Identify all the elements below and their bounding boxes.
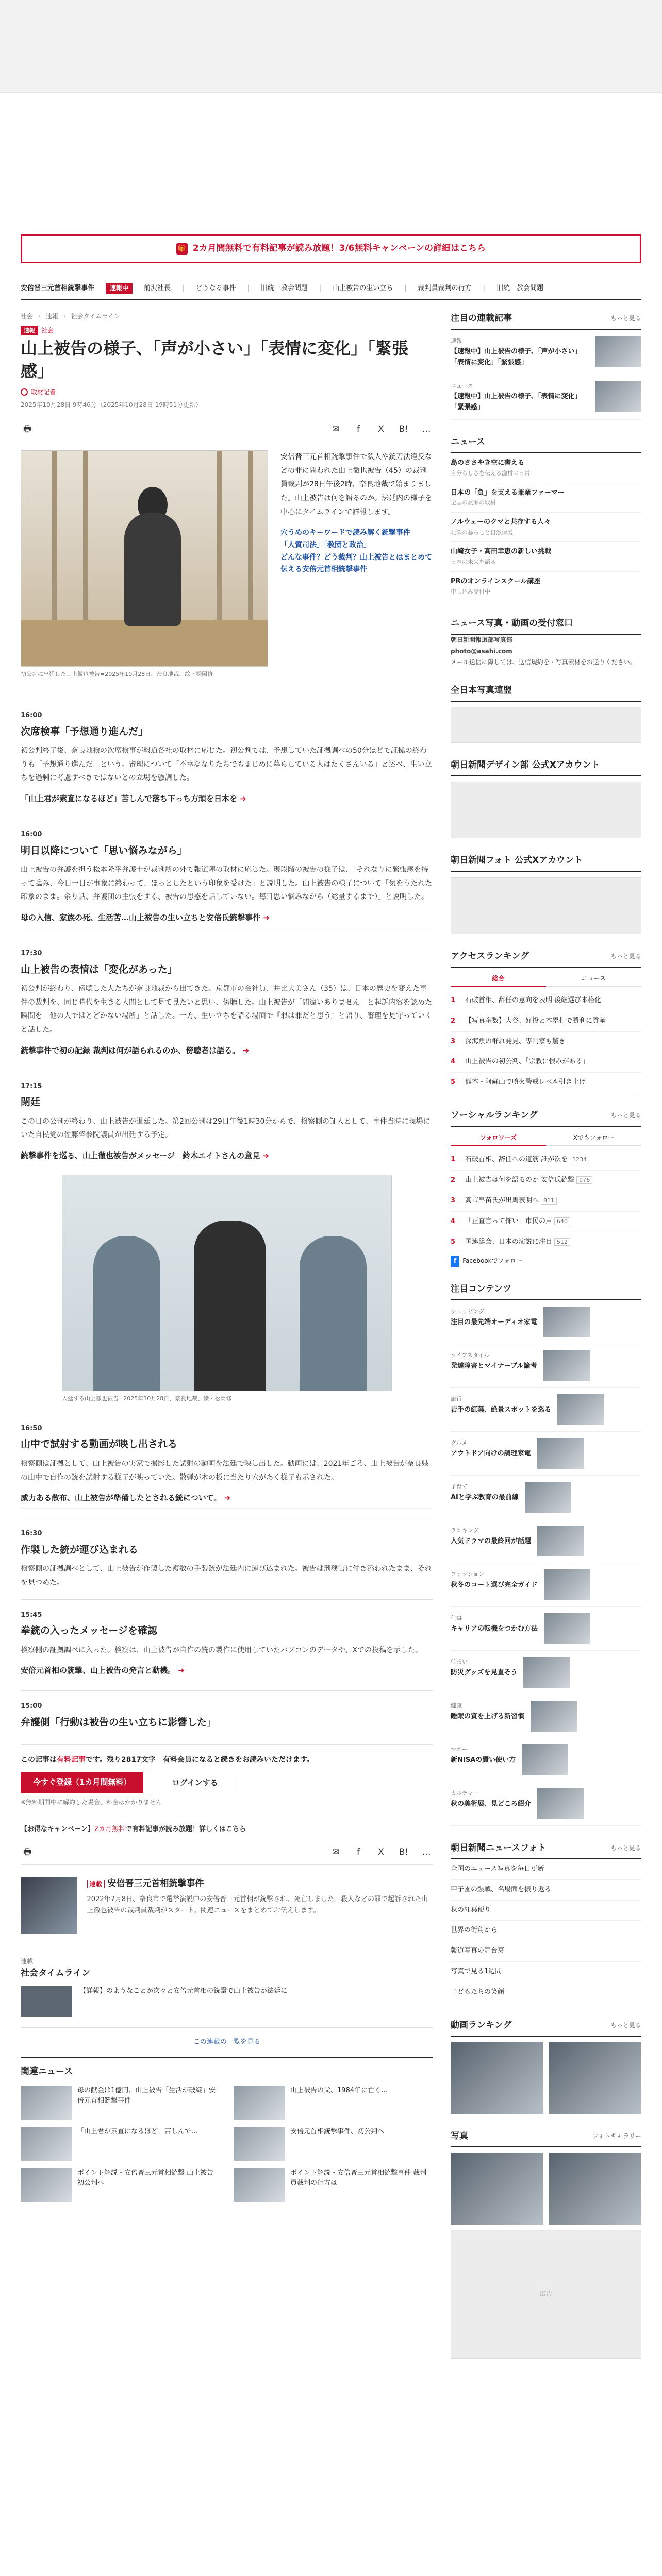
- x-icon[interactable]: X: [378, 1846, 384, 1857]
- byline[interactable]: 取材記者: [21, 387, 433, 397]
- related-item[interactable]: 安倍元首相銃撃事件、初公判へ: [234, 2127, 433, 2161]
- photo-news-item[interactable]: 報道写真の舞台裏: [451, 1941, 641, 1962]
- courtroom-sketch-image[interactable]: [21, 450, 268, 667]
- ranking-item[interactable]: 5 国連総会、日本の演説に注目 512: [451, 1232, 641, 1253]
- related-item[interactable]: 母の献金は1億円、山上被告「生活が破綻」安倍元首相銃撃事件: [21, 2086, 220, 2120]
- topic-nav: 安倍晋三元首相銃撃事件 速報中 前沢社長 | どうなる事件 | 旧統一教会問題 | 山上被告の生い立ち | 裁判員裁判の行方 | 旧統一教会問題: [21, 278, 641, 300]
- defendant-sketch-image[interactable]: [62, 1175, 392, 1391]
- sidebar-article[interactable]: ニュース 【速報中】山上被告の様子、「表情に変化」「緊張感」: [451, 375, 641, 420]
- mail-icon[interactable]: ✉: [332, 1846, 340, 1857]
- timeline-entry: [21, 1413, 433, 1518]
- nav-live-tag: 速報中: [106, 283, 133, 294]
- section-header[interactable]: 朝日新聞デザイン部 公式Xアカウント: [451, 758, 641, 776]
- content-item[interactable]: 住まい 防災グッズを見直そう: [451, 1651, 641, 1694]
- more-link[interactable]: もっと見る: [610, 1844, 641, 1852]
- more-link[interactable]: もっと見る: [610, 2021, 641, 2029]
- article-title: 山上被告の様子、「声が小さい」「表情に変化」「緊張感」: [21, 338, 409, 381]
- sidebar-news-item[interactable]: PRのオンラインスクール講座 申し込み受付中: [451, 572, 641, 601]
- nav-item[interactable]: 前沢社長: [144, 284, 171, 292]
- more-icon[interactable]: …: [422, 423, 431, 434]
- content-item[interactable]: 仕事 キャリアの転機をつかむ方法: [451, 1607, 641, 1651]
- nav-head[interactable]: 安倍晋三元首相銃撃事件: [21, 284, 95, 292]
- content-item[interactable]: ファッション 秋冬のコート選び完全ガイド: [451, 1563, 641, 1607]
- section-header: 注目コンテンツ: [451, 1282, 641, 1300]
- nav-item[interactable]: 山上被告の生い立ち: [333, 284, 393, 292]
- article-tools: [21, 422, 433, 441]
- timeline-item[interactable]: 【詳報】のようなことが次々と安倍元首相の銃撃で山上被告が法廷に: [21, 1986, 433, 2017]
- tab-x[interactable]: Xでもフォロー: [546, 1131, 641, 1146]
- kind-label[interactable]: 社会: [41, 327, 54, 334]
- content-item[interactable]: マネー 新NISAの賢い使い方: [451, 1738, 641, 1782]
- section-header[interactable]: 全日本写真連盟: [451, 684, 641, 702]
- more-icon[interactable]: …: [422, 1846, 431, 1857]
- related-item[interactable]: 「山上君が素直になるほど」苦しんで…: [21, 2127, 220, 2161]
- entry-link[interactable]: 銃撃事件を巡る、山上徹也被告がメッセージ 鈴木エイトさんの意見 ➜: [21, 1149, 433, 1166]
- entry-time: 16:50: [21, 1424, 42, 1432]
- timeline-entry: [21, 938, 433, 1071]
- entry-title: 明日以降について「思い悩みながら」: [21, 844, 187, 856]
- print-icon[interactable]: 🖶: [23, 1846, 32, 1857]
- lead-link[interactable]: どんな事件？どう裁判？山上被告とはまとめて伝える安倍元首相銃撃事件: [280, 553, 432, 574]
- social-tabs: [451, 1131, 641, 1146]
- tab-followers[interactable]: フォロワーズ: [451, 1131, 546, 1146]
- entry-title: 山上被告の表情は「変化があった」: [21, 963, 177, 975]
- person-icon: [21, 388, 28, 396]
- promo-image[interactable]: [451, 877, 641, 934]
- entry-title: 閉廷: [21, 1096, 41, 1108]
- article-tools-bottom: [21, 1845, 433, 1864]
- image-caption: 入廷する山上徹也被告=2025年10月28日、奈良地裁、絵・松岡修: [62, 1395, 232, 1402]
- promo-link[interactable]: 【お得なキャンペーン】2カ月無料で有料記事が読み放題！詳しくはこちら: [21, 1817, 433, 1842]
- entry-time: 16:00: [21, 711, 42, 719]
- section-header: 動画ランキング もっと見る: [451, 2019, 641, 2037]
- more-link[interactable]: フォトギャラリー: [592, 2132, 641, 2140]
- content-item[interactable]: 子育て AIと学ぶ教育の最前線: [451, 1476, 641, 1519]
- entry-time: 16:00: [21, 830, 42, 838]
- entry-body: 山上被告の弁護を担う松本隆平弁護士が裁判所の外で報道陣の取材に応じた。現段階の被告の様子は、「それなりに緊張感を持って臨み、今日一日が事象に終わって、ほっとしたという印象を受けた」と説明した。山上被告の様子について「気をうたれた印象のまま。余り話、弁護団の主張をする、被告の思惑を話していない。毎日思い悩みながら（総量するまで）」と説明した。: [21, 866, 433, 902]
- sidebar-news-item[interactable]: 日本の「負」を支える兼業ファーマー 全国の農家の取材: [451, 483, 641, 513]
- crumb-link[interactable]: 社会タイムライン: [71, 313, 121, 320]
- ranking-item[interactable]: 1 石破首相、辞任の意向を表明 後継選び本格化: [451, 991, 641, 1011]
- content-item[interactable]: 旅行 岩手の紅葉、絶景スポットを巡る: [451, 1388, 641, 1432]
- video-carousel[interactable]: [451, 2042, 641, 2114]
- photo-news-item[interactable]: 写真で見る1週間: [451, 1962, 641, 1982]
- photo-contact: 朝日新聞報道部写真部 photo@asahi.com メール送信に際しては、送信規約を・写真素材をお送りください。: [451, 636, 636, 666]
- nav-item[interactable]: 旧統一教会問題: [260, 284, 308, 292]
- series-body: 2022年7月8日、奈良市で選挙演説中の安倍晋三元首相が銃撃され、死亡しました。殺人などの罪で起訴された山上徹也被告の裁判員裁判がスタート。関連ニュースをまとめてお伝えします。: [87, 1895, 428, 1915]
- photo-news-item[interactable]: 子どもたちの笑顔: [451, 1982, 641, 2003]
- content-item[interactable]: 健康 睡眠の質を上げる新習慣: [451, 1694, 641, 1738]
- entry-title: 山中で試射する動画が映し出される: [21, 1438, 178, 1450]
- entry-time: 17:30: [21, 949, 42, 957]
- entry-body: この日の公判が終わり、山上被告が退廷した。第2回公判は29日午後1時30分からで、検察側の証人として、事件当時に現場にいた自民党の佐藤啓参院議員が出廷する予定。: [21, 1117, 431, 1140]
- ranking-item[interactable]: 5 熊本・阿蘇山で噴火警戒レベル引き上げ: [451, 1073, 641, 1093]
- entry-body: 検察側の証拠調べとして、山上被告が作製した複数の手製銃が法廷内に運び込まれた。被告は刑務官に付き添われたまま、それを見つめた。: [21, 1565, 432, 1587]
- more-link[interactable]: もっと見る: [610, 952, 641, 960]
- timeline-entry: [21, 1071, 433, 1413]
- ranking-item[interactable]: 2 山上被告は何を語るのか 安倍氏銃撃 976: [451, 1171, 641, 1191]
- series-list-link[interactable]: この連載の一覧を見る: [21, 2027, 433, 2057]
- entry-link[interactable]: 銃撃事件で初の記録 裁判は何が語られるのか、傍聴者は語る。 ➜: [21, 1044, 433, 1061]
- contact-email[interactable]: photo@asahi.com: [451, 647, 512, 655]
- ranking-item[interactable]: 3 高市早苗氏が出馬表明へ 811: [451, 1191, 641, 1212]
- timeline-title[interactable]: 社会タイムライン: [21, 1968, 91, 1979]
- entry-time: 15:45: [21, 1611, 42, 1619]
- section-header: ソーシャルランキング もっと見る: [451, 1109, 641, 1127]
- timeline-entry: [21, 1690, 433, 1744]
- entry-time: 15:00: [21, 1702, 42, 1710]
- sidebar-article[interactable]: 速報 【速報中】山上被告の様子、「声が小さい」「表情に変化」「緊張感」: [451, 330, 641, 375]
- more-link[interactable]: もっと見る: [610, 315, 641, 322]
- ranking-item[interactable]: 1 石破首相、辞任への道筋 誰が次を 1234: [451, 1150, 641, 1171]
- nav-item[interactable]: 旧統一教会問題: [496, 284, 544, 292]
- top-ad-band: [0, 0, 662, 93]
- section-header: ニュース: [451, 435, 641, 453]
- content-item[interactable]: ライフスタイル 発達障害とマイナーブル論考: [451, 1344, 641, 1388]
- article-main: [21, 312, 433, 2359]
- timeline-thumbnail: [21, 1986, 72, 2017]
- photo-news-item[interactable]: 世界の街角から: [451, 1921, 641, 1941]
- entry-body: 初公判終了後、奈良地検の次席検事が報道各社の取材に応じた。初公判では、予想していた証拠調べの50分ほどで証拠の終わりも「予想通り進んだ」という。審理について「不幸ななりたちでもまじめに暮らしている人はたくさんいる」と述べ、生い立ちを過剰に考慮すべきではないとの立場を強調した。: [21, 747, 432, 783]
- related-item[interactable]: ポイント解説・安倍晋三元首相銃撃 山上被告初公判へ: [21, 2168, 220, 2202]
- entry-link[interactable]: 安倍元首相の銃撃、山上被告の発言と動機。 ➜: [21, 1664, 433, 1681]
- sidebar-news-item[interactable]: ノルウェーのクマと共存する人々 北欧の暮らしと自然保護: [451, 513, 641, 542]
- entry-link[interactable]: 「山上君が素直になるほど」苦しんで落ち下っち方頑を日本を ➜: [21, 792, 433, 809]
- paywall-box: [21, 1744, 433, 1817]
- timeline-entry: [21, 1599, 433, 1691]
- sidebar-news-item[interactable]: 山崎女子・高田幸恵の新しい挑戦 日本の未来を語る: [451, 542, 641, 571]
- section-header: 写真 フォトギャラリー: [451, 2129, 641, 2147]
- ranking-tabs: [451, 972, 641, 987]
- facebook-icon[interactable]: f: [357, 1846, 360, 1857]
- entry-time: 16:30: [21, 1530, 42, 1538]
- entry-body: 初公判が終わり、傍聴した人たちが奈良地裁から出てきた。京都市の会社員、井比大美さん（35）は、日本の歴史を変えた事件の裁判を、同じ時代を生きる人間として見て見たいと思い、傍聴した。山上被告が「間違いありません」と起訴内容を認めた瞬間を「他の人ではとどかない場所」と話した。一方、生い立ちを語る場面で『罪は罪だと思う』と語り、審理を見守っていくと話した。: [21, 985, 432, 1034]
- print-icon[interactable]: 🖶: [23, 423, 32, 434]
- article-dates: 2025年10月28日 9時46分（2025年10月28日 19時51分更新）: [21, 401, 202, 409]
- content-item[interactable]: カルチャー 秋の美術展、見どころ紹介: [451, 1782, 641, 1826]
- related-item[interactable]: ポイント解説・安倍晋三元首相銃撃事件 裁判員裁判の行方は: [234, 2168, 433, 2202]
- ranking-item[interactable]: 4 山上被告の初公判、「宗教に恨みがある」: [451, 1052, 641, 1073]
- entry-title: 拳銃の入ったメッセージを確認: [21, 1625, 157, 1637]
- ranking-item[interactable]: 4 「正直言って怖い」市民の声 640: [451, 1212, 641, 1232]
- gift-icon: 🎁: [176, 243, 188, 255]
- photo-news-item[interactable]: 甲子園の熱戦、名場面を振り返る: [451, 1880, 641, 1901]
- lead-text: 安倍晋三元首相銃撃事件で殺人や銃刀法違反などの罪に問われた山上徹也被告（45）の裁判員裁判が28日午後2時、奈良地裁で始まりました。山上被告は何を語るのか。法廷内の様子を中心にタイムラインで詳報します。: [280, 453, 432, 516]
- timeline-entry: [21, 1518, 433, 1599]
- entry-body: 検察側は証拠として、山上被告の実家で撮影した試射の動画を法廷で映し出した。動画には、2021年ごろ、山上被告が奈良県の山中で自作の銃を試射する様子が映っていた。散弾が木の板に当たり穴があく様子も示された。: [21, 1459, 429, 1482]
- related-news: [21, 2057, 433, 2201]
- related-item[interactable]: 山上被告の父、1984年に亡く…: [234, 2086, 433, 2120]
- facebook-icon: f: [451, 1256, 459, 1266]
- photo-news-item[interactable]: 全国のニュース写真を毎日更新: [451, 1859, 641, 1880]
- live-badge: 速報: [21, 326, 38, 335]
- section-header: 朝日新聞ニュースフォト もっと見る: [451, 1841, 641, 1859]
- tab-news[interactable]: ニュース: [546, 972, 641, 987]
- entry-link[interactable]: 威力ある散布、山上被告が準備したとされる銃について。 ➜: [21, 1492, 433, 1509]
- section-header: 注目の連載記事 もっと見る: [451, 312, 641, 330]
- entry-title: 弁護側「行動は被告の生い立ちに影響した」: [21, 1717, 217, 1728]
- photo-carousel[interactable]: [451, 2153, 641, 2225]
- hatena-icon[interactable]: B!: [399, 423, 409, 434]
- ranking-item[interactable]: 2 【写真多数】大谷、好投と本塁打で勝利に貢献: [451, 1011, 641, 1032]
- paywall-text: この記事は有料記事です。残り2817文字 有料会員になると続きをお読みいただけます。: [21, 1755, 314, 1764]
- paywall-note: ※無料期間中に解約した場合、料金はかかりません: [21, 1799, 162, 1806]
- campaign-text: 2カ月間無料で有料記事が読み放題！3/6無料キャンペーンの詳細はこちら: [192, 243, 486, 254]
- nav-item[interactable]: 裁判員裁判の行方: [418, 284, 472, 292]
- subscribe-button[interactable]: 今すぐ登録（1カ月間無料）: [21, 1772, 143, 1793]
- photo-news-item[interactable]: 秋の紅葉便り: [451, 1901, 641, 1921]
- sidebar: [451, 312, 641, 2359]
- facebook-icon[interactable]: f: [357, 423, 360, 434]
- series-title: 安倍晋三元首相銃撃事件: [107, 1878, 204, 1889]
- entry-title: 作製した銃が運び込まれる: [21, 1544, 139, 1555]
- crumb-link[interactable]: 社会: [21, 313, 34, 320]
- section-header[interactable]: 朝日新聞フォト 公式Xアカウント: [451, 854, 641, 872]
- facebook-follow[interactable]: f Facebookでフォロー: [451, 1256, 641, 1266]
- mail-icon[interactable]: ✉: [332, 423, 340, 434]
- entry-link[interactable]: 母の入信、家族の死、生活苦…山上被告の生い立ちと安倍氏銃撃事件 ➜: [21, 911, 433, 928]
- section-header: アクセスランキング もっと見る: [451, 950, 641, 968]
- series-tag: 連載: [87, 1880, 105, 1888]
- timeline-entry: [21, 700, 433, 819]
- nav-item[interactable]: どうなる事件: [195, 284, 236, 292]
- promo-image[interactable]: [451, 782, 641, 838]
- related-title: 関連ニュース: [21, 2066, 73, 2077]
- timeline-label: 連載: [21, 1958, 34, 1965]
- entry-title: 次席検事「予想通り進んだ」: [21, 725, 148, 737]
- tab-all[interactable]: 総合: [451, 972, 546, 987]
- content-item[interactable]: ショッピング 注目の最先端オーディオ家電: [451, 1300, 641, 1344]
- image-caption: 初公判に出廷した山上徹也被告=2025年10月28日、奈良地裁、絵・松岡修: [21, 671, 213, 678]
- sidebar-news-item[interactable]: 島のささやき空に書える 自分らしさを伝える漁村の日常: [451, 453, 641, 483]
- x-icon[interactable]: X: [378, 423, 384, 434]
- content-item[interactable]: ランキング 人気ドラマの最終回が話題: [451, 1519, 641, 1563]
- entry-time: 17:15: [21, 1082, 42, 1090]
- lead-link[interactable]: 「人質司法」「教団と政治」: [280, 540, 371, 549]
- content-item[interactable]: グルメ アウトドア向けの調理家電: [451, 1432, 641, 1476]
- campaign-banner[interactable]: [21, 234, 641, 263]
- section-header: ニュース写真・動画の受付窓口: [451, 617, 641, 635]
- timeline-module: [21, 1946, 433, 2027]
- series-card[interactable]: [21, 1864, 433, 1946]
- ranking-item[interactable]: 3 深海魚の群れ発見、専門家も驚き: [451, 1032, 641, 1053]
- timeline-entry: [21, 819, 433, 938]
- breadcrumb: 社会 › 速報 › 社会タイムライン: [21, 312, 433, 321]
- crumb-link[interactable]: 速報: [45, 313, 58, 320]
- series-thumbnail: [21, 1877, 77, 1934]
- hatena-icon[interactable]: B!: [399, 1846, 409, 1857]
- entry-body: 検察側の証拠調べに入った。検察は、山上被告が自作の銃の製作に使用していたパソコンのデータや、Xでの投稿を示した。: [21, 1646, 423, 1654]
- more-link[interactable]: もっと見る: [610, 1112, 641, 1119]
- login-button[interactable]: ログインする: [151, 1772, 239, 1793]
- lead-link[interactable]: 穴うめのキーワードで読み解く銃撃事件: [280, 529, 410, 537]
- sidebar-ad[interactable]: 広告: [451, 2230, 641, 2359]
- promo-image[interactable]: [451, 707, 641, 743]
